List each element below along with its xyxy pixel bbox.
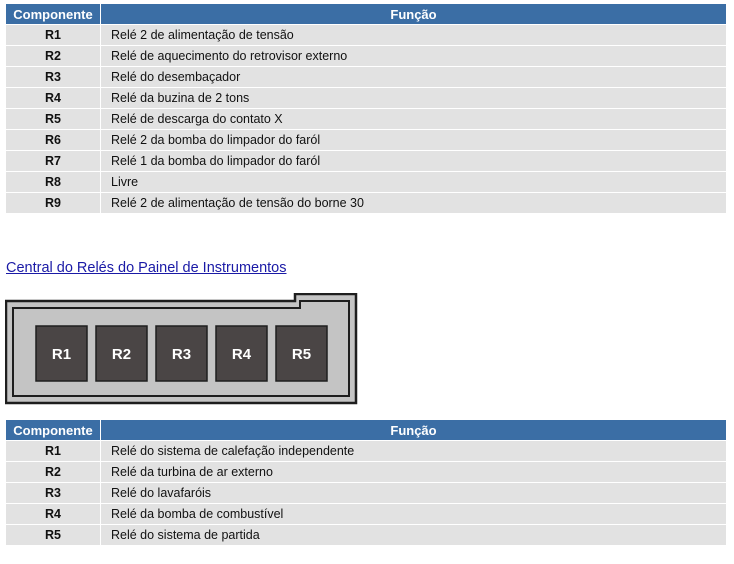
relay-slot-r3[interactable] [156, 326, 207, 381]
relay-box-diagram [5, 293, 358, 405]
function-cell: Relé 2 da bomba do limpador do faról [101, 130, 726, 151]
component-cell: R8 [6, 172, 101, 193]
relay-label: R5 [291, 346, 312, 363]
function-cell: Relé de aquecimento do retrovisor externo [101, 46, 726, 67]
function-cell: Relé 2 de alimentação de tensão [101, 25, 726, 46]
function-cell: Relé do sistema de calefação independente [101, 441, 726, 462]
function-cell: Relé da buzina de 2 tons [101, 88, 726, 109]
function-cell: Relé de descarga do contato X [101, 109, 726, 130]
relay-slot-r5[interactable] [276, 326, 327, 381]
table-row [6, 504, 726, 525]
component-cell: R2 [6, 46, 101, 67]
component-cell: R5 [6, 109, 101, 130]
component-cell: R2 [6, 462, 101, 483]
relay-table-main [6, 4, 726, 214]
relay-label: R2 [111, 346, 132, 363]
function-cell: Relé da turbina de ar externo [101, 462, 726, 483]
relay-label: R4 [231, 346, 252, 363]
component-cell: R3 [6, 67, 101, 88]
function-cell: Relé do desembaçador [101, 67, 726, 88]
table-row [6, 151, 726, 172]
table-row [6, 193, 726, 214]
table-row [6, 46, 726, 67]
component-cell: R3 [6, 483, 101, 504]
function-cell: Relé da bomba de combustível [101, 504, 726, 525]
table-row [6, 172, 726, 193]
table-row [6, 483, 726, 504]
relay-table-instrument-panel [6, 420, 726, 546]
component-cell: R6 [6, 130, 101, 151]
table-row [6, 441, 726, 462]
table-row [6, 130, 726, 151]
header-function: Função [101, 420, 726, 441]
relay-label: R3 [171, 346, 192, 363]
component-cell: R4 [6, 88, 101, 109]
function-cell: Relé 2 de alimentação de tensão do borne 30 [101, 193, 726, 214]
table-row [6, 462, 726, 483]
component-cell: R9 [6, 193, 101, 214]
relay-box-svg [5, 293, 358, 405]
component-cell: R5 [6, 525, 101, 546]
header-function: Função [101, 4, 726, 25]
table-header-row [6, 420, 726, 441]
component-cell: R4 [6, 504, 101, 525]
header-component: Componente [6, 420, 101, 441]
table-header-row [6, 4, 726, 25]
function-cell: Relé do sistema de partida [101, 525, 726, 546]
relay-slot-r2[interactable] [96, 326, 147, 381]
table-row [6, 25, 726, 46]
relay-slot-r4[interactable] [216, 326, 267, 381]
instrument-panel-relays-link[interactable]: Central do Relés do Painel de Instrumentos [6, 260, 287, 276]
table-row [6, 109, 726, 130]
component-cell: R1 [6, 441, 101, 462]
relay-slot-r1[interactable] [36, 326, 87, 381]
table-row [6, 88, 726, 109]
table-row [6, 67, 726, 88]
function-cell: Relé 1 da bomba do limpador do faról [101, 151, 726, 172]
header-component: Componente [6, 4, 101, 25]
table-row [6, 525, 726, 546]
component-cell: R7 [6, 151, 101, 172]
component-cell: R1 [6, 25, 101, 46]
function-cell: Livre [101, 172, 726, 193]
relay-label: R1 [51, 346, 72, 363]
function-cell: Relé do lavafaróis [101, 483, 726, 504]
